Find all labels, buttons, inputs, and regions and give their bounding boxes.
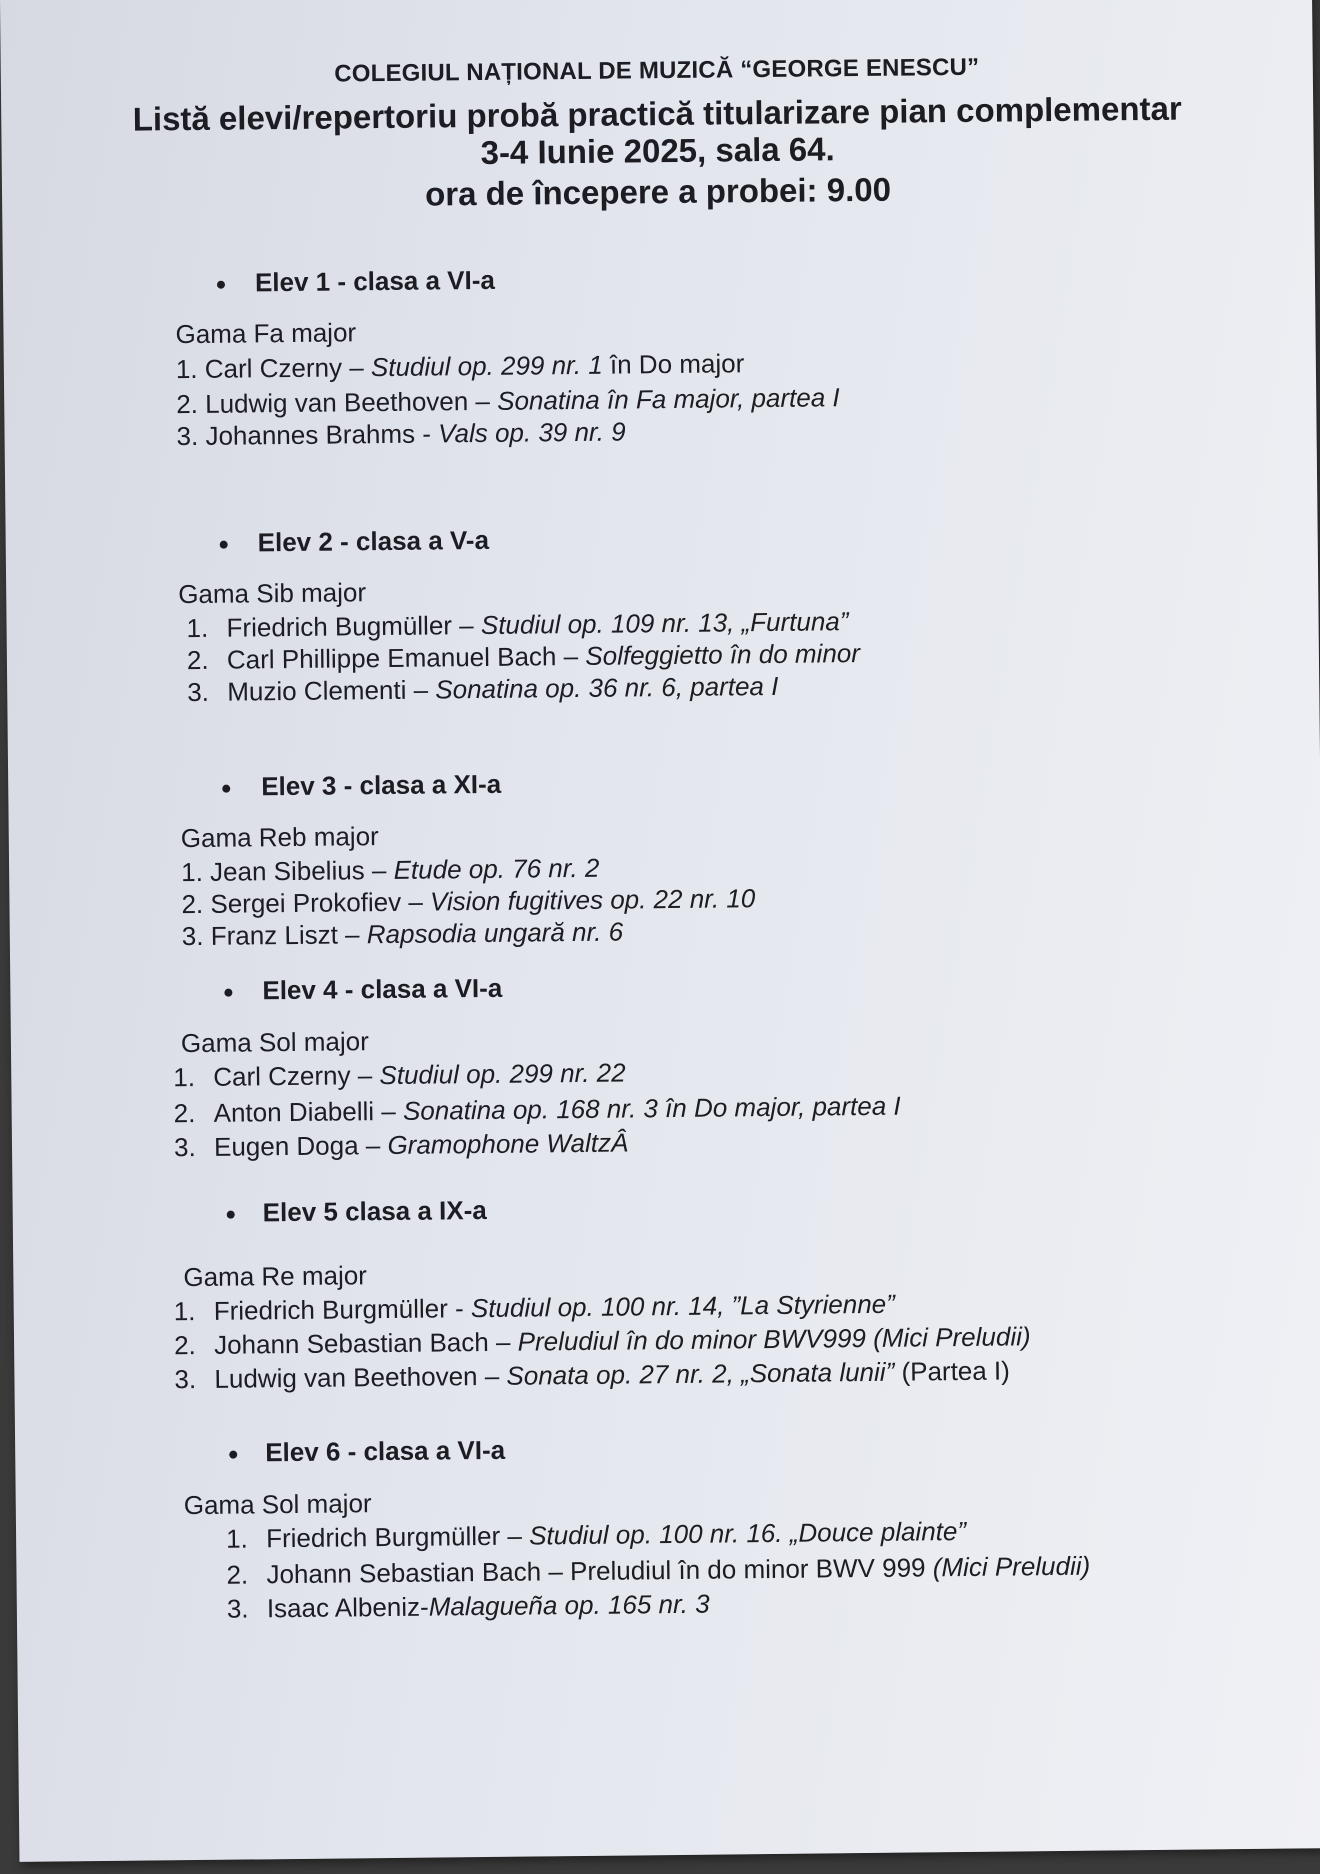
list-item: 2. Johann Sebastian Bach – Preludiul în do minor BWV 999 (Mici Preludii) bbox=[226, 1550, 1091, 1590]
list-item: 3. Muzio Clementi – Sonatina op. 36 nr. 6, partea I bbox=[187, 670, 779, 708]
document-title: Listă elevi/repertoriu probă practică titularizare pian complementar bbox=[132, 89, 1182, 138]
scale-label: Gama Sol major bbox=[183, 1488, 372, 1521]
student-heading: Elev 1 - clasa a VI-a bbox=[254, 264, 496, 298]
start-time: ora de începere a probei: 9.00 bbox=[424, 170, 892, 213]
scale-label: Gama Sib major bbox=[178, 577, 367, 610]
student-heading: Elev 3 - clasa a XI-a bbox=[261, 768, 502, 802]
list-item: 2. Johann Sebastian Bach – Preludiul în do minor BWV999 (Mici Preludii) bbox=[173, 1321, 1031, 1361]
list-item: 2. Anton Diabelli – Sonatina op. 168 nr. 3 în Do major, partea I bbox=[173, 1090, 901, 1129]
bullet-icon bbox=[229, 1451, 237, 1459]
student-heading: Elev 5 clasa a IX-a bbox=[262, 1194, 487, 1228]
list-item: 3. Isaac Albeniz-Malagueña op. 165 nr. 3 bbox=[226, 1588, 710, 1624]
scale-label: Gama Sol major bbox=[180, 1026, 369, 1059]
list-item: 1. Carl Czerny – Studiul op. 299 nr. 22 bbox=[173, 1057, 626, 1093]
institution-name: COLEGIUL NAȚIONAL DE MUZICĂ “GEORGE ENESCU” bbox=[334, 53, 980, 88]
list-item: 3. Eugen Doga – Gramophone WaltzÂ bbox=[173, 1127, 629, 1163]
exam-dates: 3-4 Iunie 2025, sala 64. bbox=[480, 130, 835, 171]
list-item: 1. Carl Czerny – Studiul op. 299 nr. 1 în Do major bbox=[175, 348, 745, 385]
list-item: 3. Ludwig van Beethoven – Sonata op. 27 nr. 2, „Sonata lunii” (Partea I) bbox=[174, 1355, 1011, 1395]
bullet-icon bbox=[227, 1211, 235, 1219]
bullet-icon bbox=[222, 785, 230, 793]
bullet-icon bbox=[224, 989, 232, 997]
list-item: 3. Johannes Brahms - Vals op. 39 nr. 9 bbox=[176, 416, 626, 452]
list-item: 2. Sergei Prokofiev – Vision fugitives op. 22 nr. 10 bbox=[181, 883, 756, 920]
list-item: 2. Ludwig van Beethoven – Sonatina în Fa major, partea I bbox=[176, 382, 840, 420]
list-item: 1. Friedrich Bugmüller – Studiul op. 109 nr. 13, „Furtuna” bbox=[186, 606, 849, 644]
scale-label: Gama Re major bbox=[183, 1260, 368, 1293]
list-item: 2. Carl Phillippe Emanuel Bach – Solfeggietto în do minor bbox=[186, 638, 861, 676]
student-heading: Elev 2 - clasa a V-a bbox=[257, 524, 490, 558]
student-heading: Elev 6 - clasa a VI-a bbox=[265, 1434, 506, 1468]
bullet-icon bbox=[217, 281, 225, 289]
list-item: 1. Friedrich Burgmüller – Studiul op. 100 nr. 16. „Douce plainte” bbox=[225, 1515, 967, 1554]
student-heading: Elev 4 - clasa a VI-a bbox=[262, 972, 503, 1006]
list-item: 3. Franz Liszt – Rapsodia ungară nr. 6 bbox=[181, 916, 624, 952]
list-item: 1. Jean Sibelius – Etude op. 76 nr. 2 bbox=[180, 852, 600, 888]
list-item: 1. Friedrich Burgmüller - Studiul op. 100 nr. 14, ”La Styrienne” bbox=[173, 1288, 895, 1327]
bullet-icon bbox=[220, 541, 228, 549]
scale-label: Gama Fa major bbox=[175, 317, 357, 350]
scale-label: Gama Reb major bbox=[180, 821, 379, 854]
